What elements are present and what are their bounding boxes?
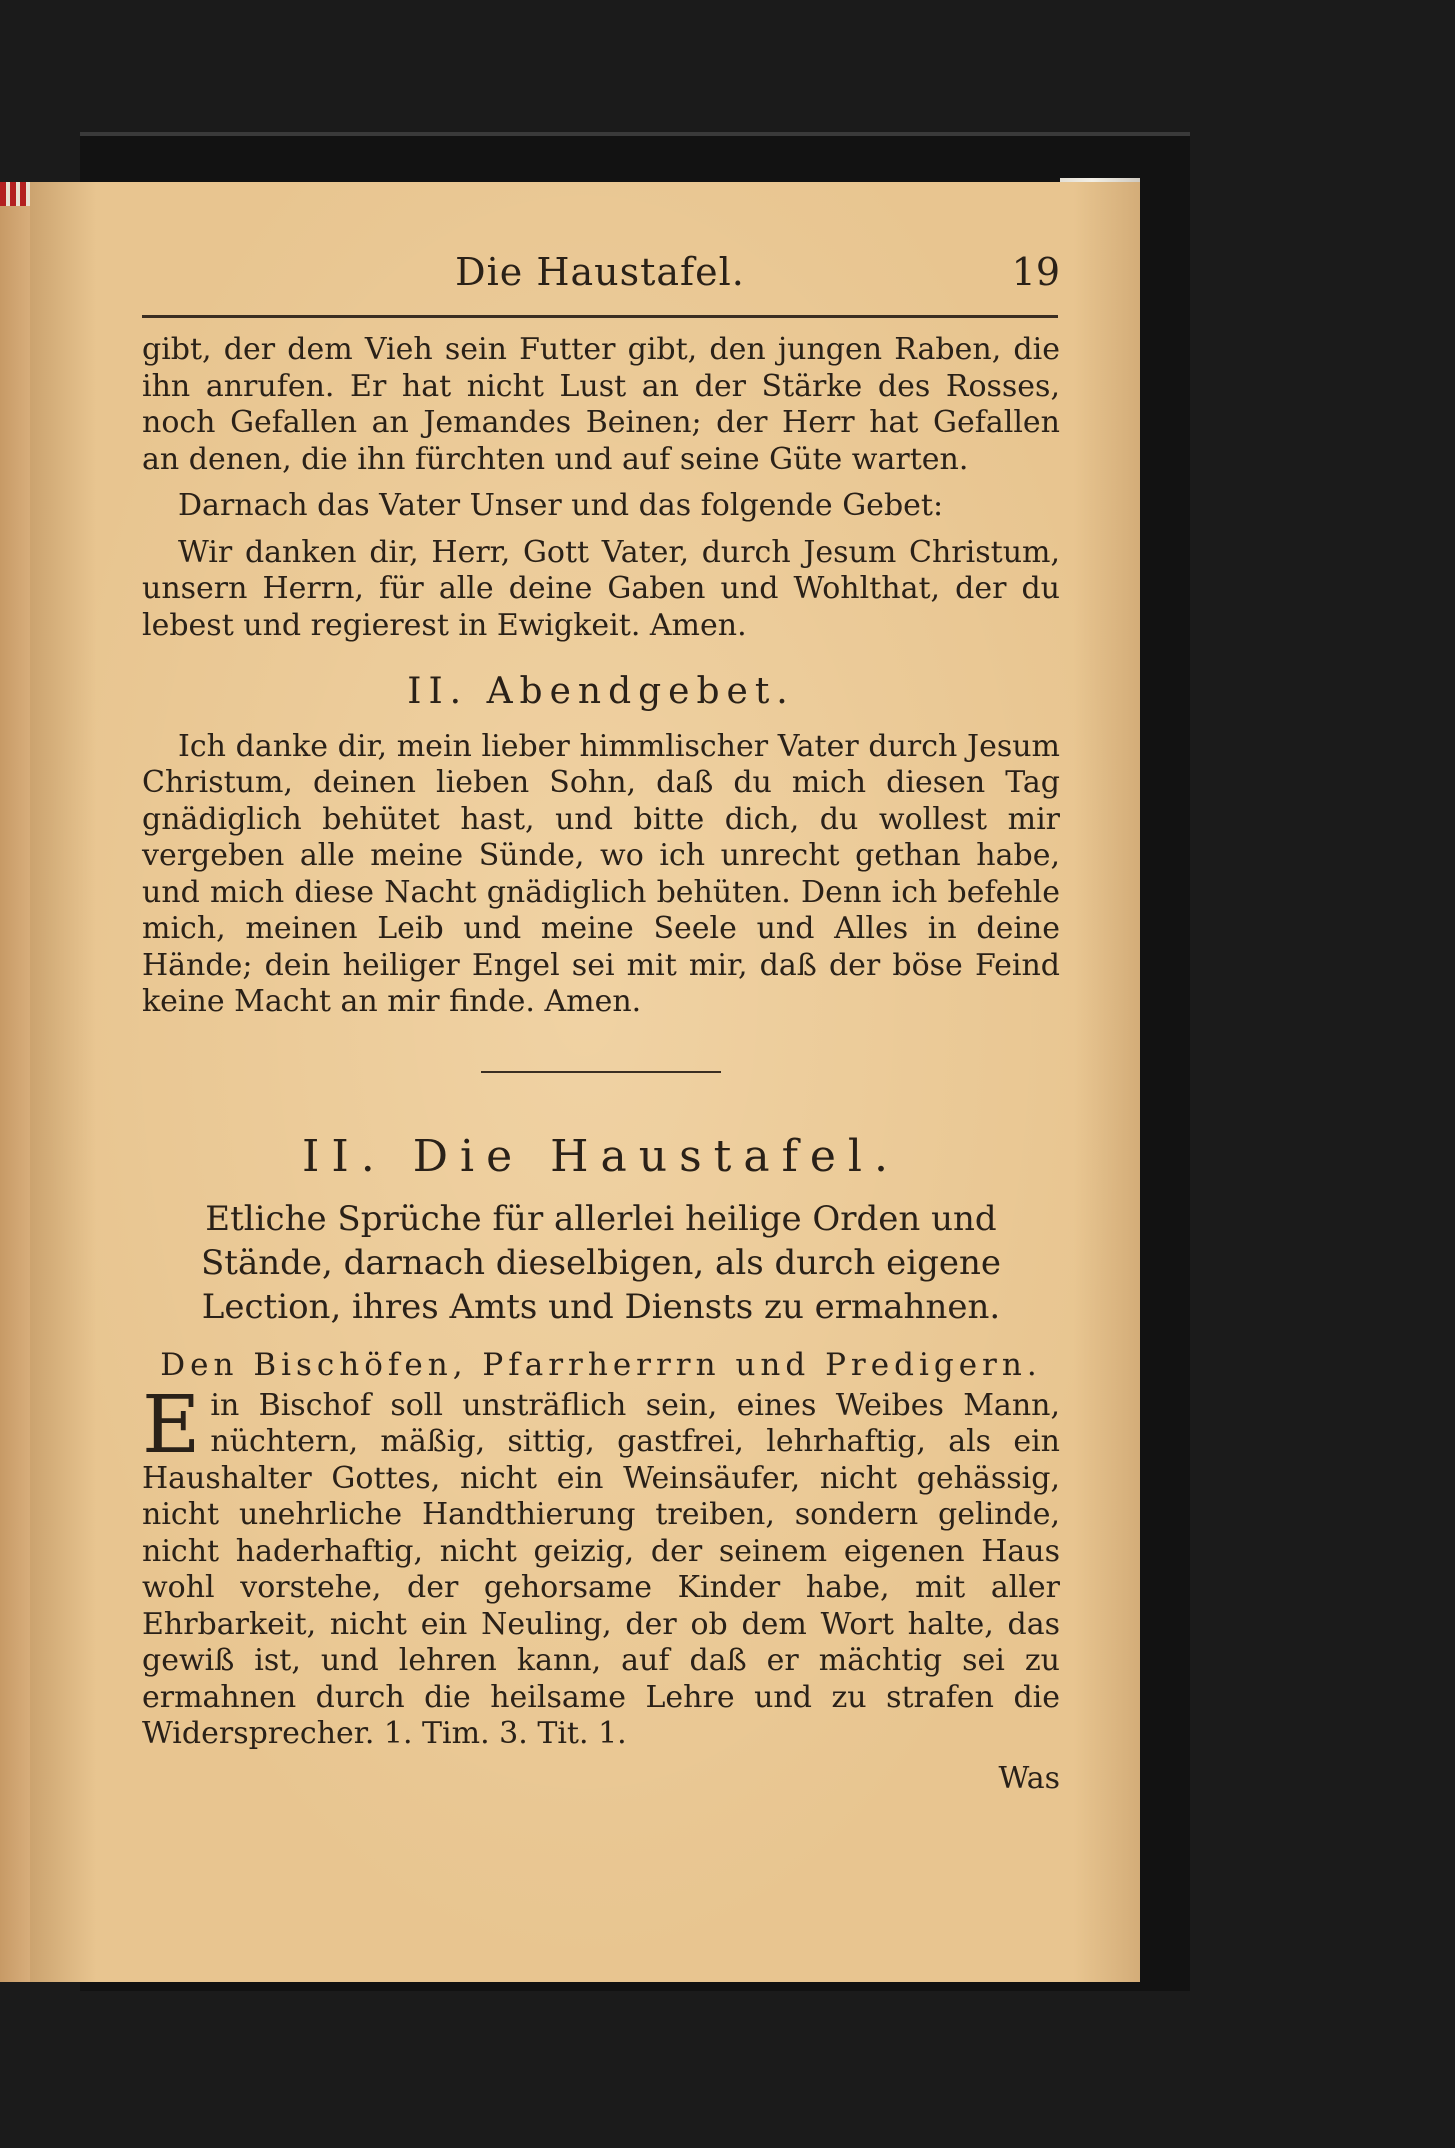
header-rule (142, 315, 1058, 318)
book-page (30, 182, 1140, 1982)
section-heading-abendgebet: II. Abendgebet. (407, 671, 795, 712)
subheading-bishops: Den Bischöfen, Pfarrherrrn und Predigern. (160, 1347, 1042, 1383)
paragraph-bishops-text: in Bischof soll unsträflich sein, eines Weibes Mann, nüchtern, mäßig, sittig, gastfrei, lehrhaftig, als ein Haushalter Gottes, nicht ein Weinsäufer, nicht gehässig, nicht unehrliche Handthierung treiben, sondern gelinde, nicht haderhaftig, nicht geizig, der seinem eigenen Haus wohl vorstehe, der gehorsame Kinder habe, mit aller Ehrbarkeit, nicht ein Neuling, der ob dem Wort halte, das gewiß ist, und lehren kann, auf daß er mächtig sei zu ermahnen durch die heilsame Lehre und zu strafen die Widersprecher. 1. Tim. 3. Tit. 1. (142, 1387, 1060, 1751)
running-head (140, 250, 1060, 310)
catchword: Was (998, 1760, 1060, 1796)
paragraph-continuation: gibt, der dem Vieh sein Futter gibt, den jungen Raben, die ihn anrufen. Er hat nicht Lust an der Stärke des Rosses, noch Gefallen an Jemandes Beinen; der Herr hat Gefallen an denen, die ihn fürchten und auf seine Güte warten. (142, 332, 1060, 477)
section-heading-haustafel: II. Die Haustafel. (302, 1130, 900, 1182)
running-title: Die Haustafel. (455, 250, 745, 294)
section-intro: Etliche Sprüche für allerlei heilige Orden und Stände, darnach dieselbigen, als durch eigene Lection, ihres Amts und Diensts zu ermahnen. (200, 1199, 1002, 1327)
page-number: 19 (1011, 250, 1060, 294)
page-body (142, 332, 1060, 1797)
paragraph-evening-prayer: Ich danke dir, mein lieber himmlischer Vater durch Jesum Christum, deinen lieben Sohn, daß du mich diesen Tag gnädiglich behütet hast, und bitte dich, du wollest mir vergeben alle meine Sünde, wo ich unrecht gethan habe, und mich diese Nacht gnädiglich behüten. Denn ich befehle mich, meinen Leib und meine Seele und Alles in deine Hände; dein heiliger Engel sei mit mir, daß der böse Feind keine Macht an mir finde. Amen. (142, 728, 1060, 1019)
section-divider (481, 1071, 721, 1073)
paragraph-instruction: Darnach das Vater Unser und das folgende Gebet: (178, 488, 944, 523)
paragraph-prayer: Wir danken dir, Herr, Gott Vater, durch Jesum Christum, unsern Herrn, für alle deine Gaben und Wohlthat, der du lebest und regierest in Ewigkeit. Amen. (142, 534, 1060, 643)
paragraph-bishops (142, 1377, 1060, 1753)
drop-cap: E (142, 1377, 201, 1471)
